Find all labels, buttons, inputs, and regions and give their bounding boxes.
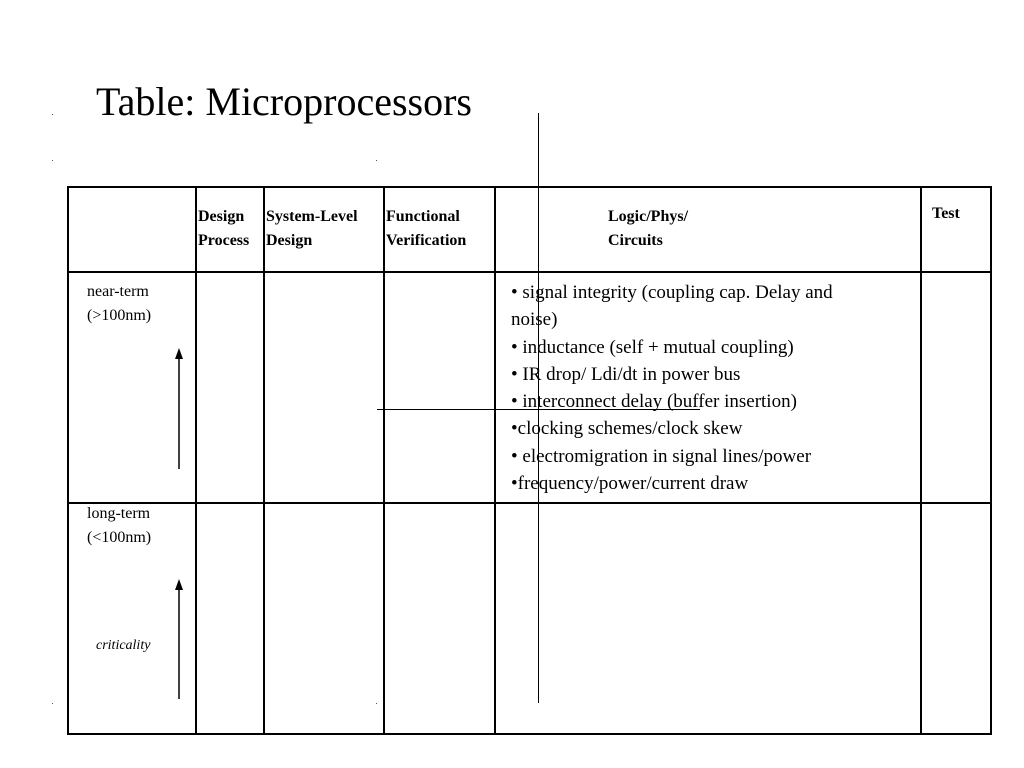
guide-dot (52, 160, 53, 161)
table-border-right (990, 186, 992, 735)
header-system-level-design (266, 205, 358, 253)
list-item: • electromigration in signal lines/power (511, 445, 812, 467)
header-line: Circuits (608, 232, 663, 249)
header-line: Functional (386, 208, 460, 225)
column-divider (494, 186, 496, 735)
list-item: •frequency/power/current draw (511, 473, 749, 495)
column-divider (920, 186, 922, 735)
guide-dot (376, 160, 377, 161)
column-divider (195, 186, 197, 735)
page-title: Table: Microprocessors (96, 79, 472, 124)
header-line: System-Level (266, 208, 358, 225)
header-line: Verification (386, 232, 467, 249)
row-label-long-term (87, 502, 151, 550)
header-line: Design (266, 232, 313, 249)
list-item: •clocking schemes/clock skew (511, 418, 743, 440)
table-row-divider (67, 502, 992, 504)
row-label-near-term (87, 280, 151, 328)
column-divider (383, 186, 385, 735)
up-arrow-icon (175, 348, 183, 469)
near-term-logic-list (511, 279, 911, 497)
guide-dot (52, 114, 53, 115)
table-header-divider (67, 271, 992, 273)
table-border-left (67, 186, 69, 735)
table-border-bottom (67, 733, 992, 735)
header-design-process (198, 205, 249, 253)
guide-dot (376, 703, 377, 704)
header-line: Process (198, 232, 250, 249)
list-item: • inductance (self + mutual coupling) (511, 336, 794, 358)
row-label-line: (>100nm) (87, 307, 152, 324)
criticality-label: criticality (96, 638, 151, 653)
up-arrow-icon (175, 579, 183, 699)
row-label-line: long-term (87, 505, 151, 522)
row-label-line: (<100nm) (87, 529, 152, 546)
list-item: noise) (511, 309, 558, 331)
header-line: Logic/Phys/ (608, 208, 689, 225)
header-functional-verification (386, 205, 466, 253)
list-item: • IR drop/ Ldi/dt in power bus (511, 363, 741, 385)
header-line: Design (198, 208, 245, 225)
header-test: Test (932, 205, 960, 222)
column-divider (263, 186, 265, 735)
list-item: • signal integrity (coupling cap. Delay and (511, 282, 833, 303)
row-label-line: near-term (87, 283, 149, 300)
table-border-top (67, 186, 992, 188)
list-item: • interconnect delay (buffer insertion) (511, 391, 797, 413)
guide-dot (52, 703, 53, 704)
header-logic-phys-circuits (608, 205, 688, 253)
